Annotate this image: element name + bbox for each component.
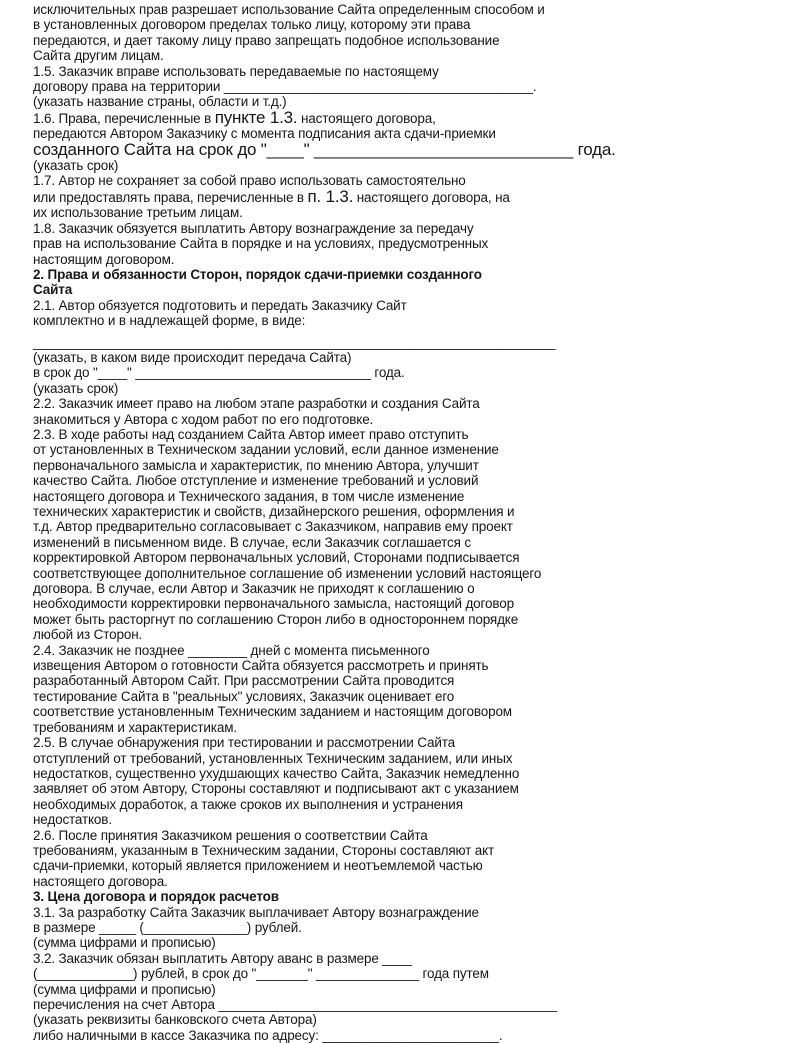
text-segment: настоящего договора, на xyxy=(353,189,510,205)
document-line xyxy=(33,751,673,766)
text-segment: изменений в письменном виде. В случае, если Заказчик соглашается с xyxy=(33,534,471,550)
text-segment: заявляет об этом Автору, Стороны составляют и подписывают акт с указанием xyxy=(33,781,519,797)
text-segment: договора. В случае, если Автор и Заказчик не приходят к соглашению о xyxy=(33,581,475,597)
text-segment: (указать срок) xyxy=(33,158,119,174)
document-line xyxy=(33,596,673,611)
document-line xyxy=(33,158,673,173)
document-line xyxy=(33,720,673,735)
text-segment: (указать срок) xyxy=(33,380,119,396)
heading-text: Сайта xyxy=(33,282,73,298)
text-segment: передаются Автором Заказчику с момента подписания акта сдачи-приемки xyxy=(33,126,496,142)
text-segment: требованиям, указанным в Техническим задании, Стороны составляют акт xyxy=(33,842,495,858)
text-segment: любой из Сторон. xyxy=(33,627,143,643)
text-segment: передаются, и дает такому лицу право запрещать подобное использование xyxy=(33,32,500,48)
text-segment: необходимости корректировки первоначального замысла, настоящий договор xyxy=(33,596,514,612)
document-line xyxy=(33,17,673,32)
text-segment: настоящего договора. xyxy=(33,873,168,889)
text-segment: их использование третьим лицам. xyxy=(33,205,243,221)
text-segment: разработанный Автором Сайт. При рассмотрении Сайта проводится xyxy=(33,673,455,689)
text-segment: 3.2. Заказчик обязан выплатить Автору аванс в размере ____ xyxy=(33,950,412,966)
document-line xyxy=(33,252,673,267)
heading-text: 3. Цена договора и порядок расчетов xyxy=(33,889,279,905)
text-segment: 2.5. В случае обнаружения при тестировании и рассмотрении Сайта xyxy=(33,735,456,751)
document-line xyxy=(33,658,673,673)
document-line xyxy=(33,858,673,873)
document-line xyxy=(33,205,673,220)
document-line xyxy=(33,828,673,843)
document-line xyxy=(33,64,673,79)
document-line xyxy=(33,221,673,236)
text-segment: в установленных договором пределах только лицу, которому эти права xyxy=(33,17,471,33)
document-line xyxy=(33,473,673,488)
text-segment: настоящего договора и Технического задания, в том числе изменение xyxy=(33,488,465,504)
emphasized-text: п. 1.3. xyxy=(307,186,354,206)
document-line xyxy=(33,186,673,206)
document-line xyxy=(33,797,673,812)
document-line xyxy=(33,489,673,504)
text-segment: 1.6. Права, перечисленные в xyxy=(33,110,215,126)
document-line xyxy=(33,535,673,550)
fill-in-blank-line xyxy=(33,335,673,350)
document-line xyxy=(33,566,673,581)
section-heading xyxy=(33,282,673,297)
document-line xyxy=(33,935,673,950)
text-segment: 2.4. Заказчик не позднее ________ дней с момента письменного xyxy=(33,642,430,658)
fill-in-blank-line xyxy=(33,643,673,658)
document-line xyxy=(33,107,673,127)
fill-in-blank-line xyxy=(33,920,673,935)
text-segment: необходимых доработок, а также сроков их выполнения и устранения xyxy=(33,796,463,812)
text-segment: тестирование Сайта в "реальных" условиях, Заказчик оценивает его xyxy=(33,688,455,704)
heading-text: 2. Права и обязанности Сторон, порядок сдачи-приемки созданного xyxy=(33,266,482,282)
text-segment: сдачи-приемки, который является приложением и неотъемлемой частью xyxy=(33,858,483,874)
section-heading xyxy=(33,889,673,904)
text-segment: комплектно и в надлежащей форме, в виде: xyxy=(33,313,306,329)
text-segment: настоящего договора, xyxy=(297,110,436,126)
text-segment: прав на использование Сайта в порядке и на условиях, предусмотренных xyxy=(33,236,489,252)
document-line xyxy=(33,504,673,519)
text-segment: может быть расторгнут по соглашению Сторон либо в одностороннем порядке xyxy=(33,611,519,627)
text-segment: требованиям и характеристикам. xyxy=(33,719,237,735)
text-segment: недостатков, существенно ухудшающих качество Сайта, Заказчик немедленно xyxy=(33,765,520,781)
text-segment: отступлений от требований, установленных Техническим заданием, или иных xyxy=(33,750,513,766)
text-segment: (указать реквизиты банковского счета Автора) xyxy=(33,1012,317,1028)
document-line xyxy=(33,396,673,411)
document-line xyxy=(33,350,673,365)
emphasized-text: созданного Сайта на срок до "____" ____________________________ года. xyxy=(33,139,616,159)
text-segment: договору права на территории __________________________________________. xyxy=(33,79,537,95)
fill-in-blank-line xyxy=(33,139,673,159)
text-segment: в размере _____ (______________) рублей. xyxy=(33,919,302,935)
fill-in-blank-line xyxy=(33,79,673,94)
document-line xyxy=(33,612,673,627)
text-segment: извещения Автором о готовности Сайта обязуется рассмотреть и принять xyxy=(33,658,489,674)
document-line xyxy=(33,766,673,781)
fill-in-blank-line xyxy=(33,951,673,966)
document-line xyxy=(33,427,673,442)
text-segment: либо наличными в кассе Заказчика по адресу: ________________________. xyxy=(33,1027,503,1043)
text-segment: 2.6. После принятия Заказчиком решения о соответствии Сайта xyxy=(33,827,428,843)
fill-in-blank-line xyxy=(33,365,673,380)
document-line xyxy=(33,381,673,396)
text-segment: (указать название страны, области и т.д.) xyxy=(33,94,287,110)
text-segment: (сумма цифрами и прописью) xyxy=(33,935,216,951)
document-line xyxy=(33,298,673,313)
document-line xyxy=(33,442,673,457)
document-line xyxy=(33,704,673,719)
text-segment: Сайта другим лицам. xyxy=(33,48,164,64)
fill-in-blank-line xyxy=(33,997,673,1012)
text-segment: качество Сайта. Любое отступление и изменение требований и условий xyxy=(33,473,479,489)
text-segment: корректировкой Автором первоначальных условий, Сторонами подписывается xyxy=(33,550,520,566)
document-line xyxy=(33,812,673,827)
document-line xyxy=(33,2,673,17)
text-segment: или предоставлять права, перечисленные в xyxy=(33,189,308,205)
document-line xyxy=(33,874,673,889)
text-segment: 3.1. За разработку Сайта Заказчик выплачивает Автору вознаграждение xyxy=(33,904,479,920)
document-line xyxy=(33,735,673,750)
text-segment: (_____________) рублей, в срок до "_______" ______________ года путем xyxy=(33,966,489,982)
text-segment: 1.8. Заказчик обязуется выплатить Автору вознаграждение за передачу xyxy=(33,220,474,236)
document-line xyxy=(33,781,673,796)
document-line xyxy=(33,519,673,534)
document-line xyxy=(33,627,673,642)
document-line xyxy=(33,33,673,48)
document-line xyxy=(33,982,673,997)
text-segment: 2.3. В ходе работы над созданием Сайта Автор имеет право отступить xyxy=(33,426,469,442)
fill-in-blank-line xyxy=(33,966,673,981)
document-line xyxy=(33,843,673,858)
text-segment: _______________________________________________________________________ xyxy=(33,334,556,350)
document-line xyxy=(33,94,673,109)
text-segment: т.д. Автор предварительно согласовывает с Заказчиком, направив ему проект xyxy=(33,519,513,535)
text-segment: недостатков. xyxy=(33,812,112,828)
document-line xyxy=(33,48,673,63)
text-segment: в срок до "____" ________________________________ года. xyxy=(33,365,405,381)
contract-text xyxy=(33,2,673,1043)
document-line xyxy=(33,236,673,251)
document-line xyxy=(33,313,673,328)
text-segment: 2.1. Автор обязуется подготовить и передать Заказчику Сайт xyxy=(33,297,407,313)
document-line xyxy=(33,689,673,704)
document-line xyxy=(33,673,673,688)
document-line xyxy=(33,905,673,920)
section-heading xyxy=(33,267,673,282)
document-line xyxy=(33,550,673,565)
text-segment: (указать, в каком виде происходит передача Сайта) xyxy=(33,349,352,365)
text-segment: 1.5. Заказчик вправе использовать передаваемые по настоящему xyxy=(33,63,439,79)
text-segment: настоящим договором. xyxy=(33,251,175,267)
text-segment: первоначального замысла и характеристик, по мнению Автора, улучшит xyxy=(33,457,479,473)
text-segment: 2.2. Заказчик имеет право на любом этапе разработки и создания Сайта xyxy=(33,396,480,412)
text-segment: соответствие установленным Техническим заданием и настоящим договором xyxy=(33,704,512,720)
text-segment: соответствующее дополнительное соглашение об изменении условий настоящего xyxy=(33,565,542,581)
text-segment: технических характеристик и свойств, дизайнерского решения, оформления и xyxy=(33,504,515,519)
text-segment: 1.7. Автор не сохраняет за собой право использовать самостоятельно xyxy=(33,173,466,189)
text-segment: исключительных прав разрешает использование Сайта определенным способом и xyxy=(33,2,545,17)
text-segment: перечисления на счет Автора ______________________________________________ xyxy=(33,997,557,1012)
text-segment: знакомиться у Автора с ходом работ по его подготовке. xyxy=(33,411,374,427)
fill-in-blank-line xyxy=(33,1028,673,1043)
text-segment: (сумма цифрами и прописью) xyxy=(33,981,216,997)
emphasized-text: пункте 1.3. xyxy=(214,107,298,127)
document-line xyxy=(33,1012,673,1027)
document-line xyxy=(33,581,673,596)
document-line xyxy=(33,458,673,473)
document-line xyxy=(33,412,673,427)
text-segment: от установленных в Техническом задании условий, если данное изменение xyxy=(33,442,499,458)
